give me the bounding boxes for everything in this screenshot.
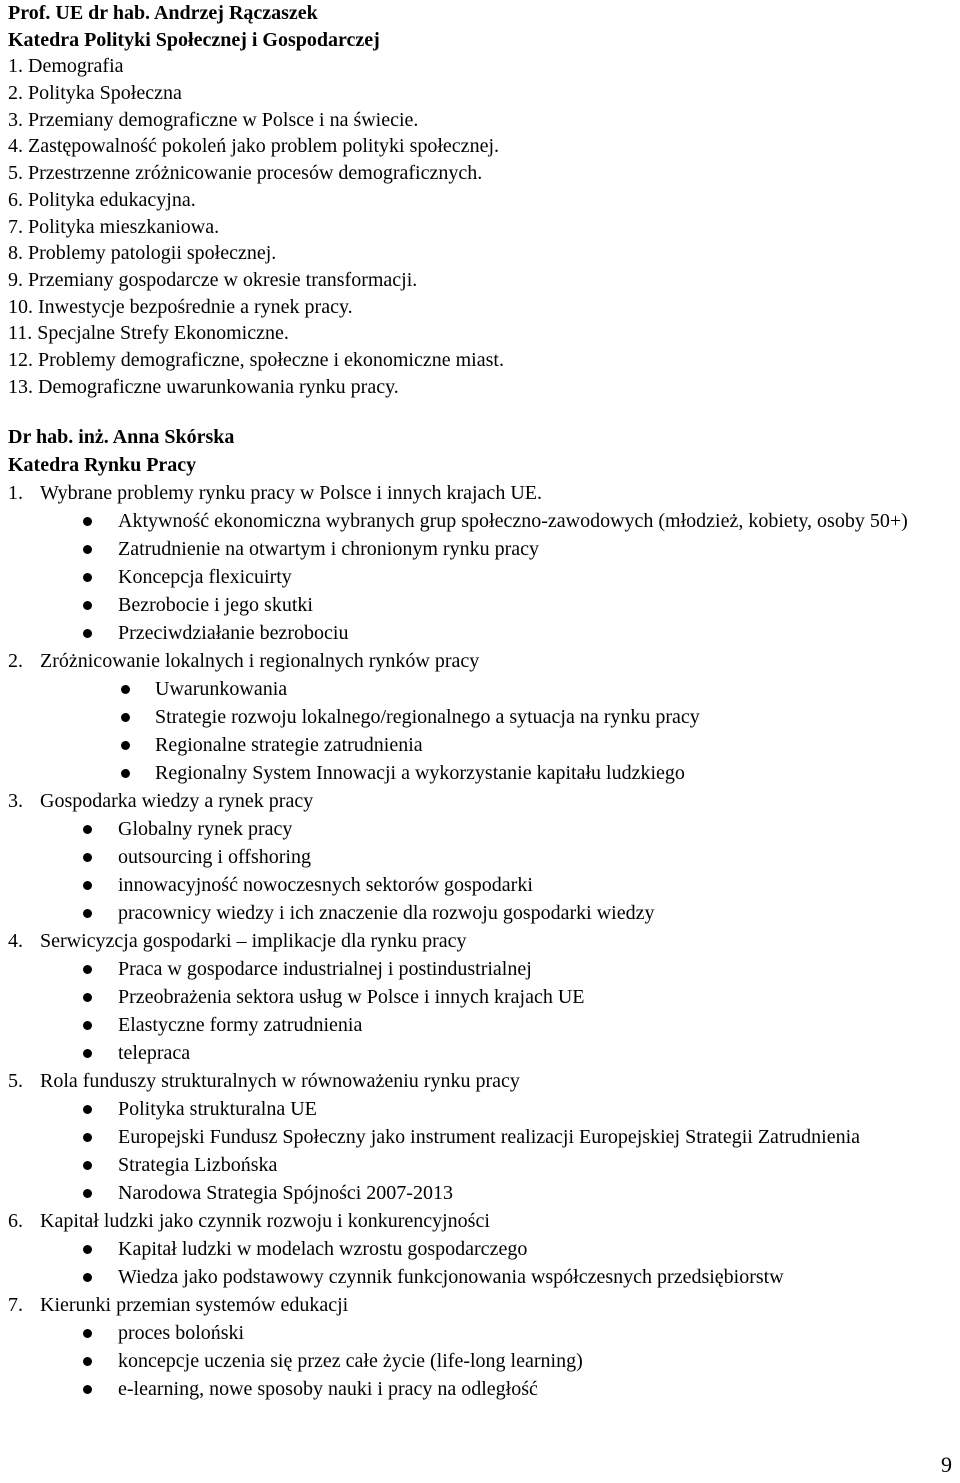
bullet-text: telepraca (118, 1042, 191, 1064)
topic-heading (8, 1291, 948, 1319)
bullet-item (8, 843, 948, 871)
bullet-icon (83, 545, 92, 554)
bullet-item (8, 871, 948, 899)
bullet-item (8, 1095, 948, 1123)
topic-number: 6. (8, 1210, 23, 1232)
bullet-text: Strategie rozwoju lokalnego/regionalnego a sytuacja na rynku pracy (155, 706, 700, 728)
bullet-icon (121, 741, 130, 750)
bullet-text: Wiedza jako podstawowy czynnik funkcjonowania współczesnych przedsiębiorstw (118, 1266, 784, 1288)
bullet-icon (83, 881, 92, 890)
department-name: Katedra Polityki Społecznej i Gospodarczej (8, 28, 380, 51)
bullet-item (8, 1039, 948, 1067)
bullet-text: Bezrobocie i jego skutki (118, 594, 313, 616)
bullet-icon (83, 601, 92, 610)
list-item: 9. Przemiany gospodarcze w okresie transformacji. (8, 268, 418, 291)
topic-title: Kierunki przemian systemów edukacji (40, 1294, 349, 1316)
bullet-icon (83, 1049, 92, 1058)
list-item: 10. Inwestycje bezpośrednie a rynek pracy. (8, 295, 353, 318)
bullet-icon (83, 1357, 92, 1366)
bullet-icon (83, 517, 92, 526)
bullet-item (8, 983, 948, 1011)
bullet-icon (121, 713, 130, 722)
bullet-text: Przeciwdziałanie bezrobociu (118, 622, 349, 644)
bullet-item (8, 703, 948, 731)
bullet-item (8, 535, 948, 563)
topic-list (8, 479, 948, 1403)
bullet-text: Strategia Lizbońska (118, 1154, 278, 1176)
topic-title: Wybrane problemy rynku pracy w Polsce i innych krajach UE. (40, 482, 542, 504)
list-item: 5. Przestrzenne zróżnicowanie procesów demograficznych. (8, 162, 483, 185)
bullet-list (8, 1235, 948, 1291)
bullet-item (8, 1319, 948, 1347)
list-item: 7. Polityka mieszkaniowa. (8, 215, 220, 238)
bullet-text: Praca w gospodarce industrialnej i postindustrialnej (118, 958, 532, 980)
bullet-icon (121, 769, 130, 778)
list-item: 13. Demograficzne uwarunkowania rynku pracy. (8, 375, 399, 398)
bullet-icon (83, 1189, 92, 1198)
bullet-text: Uwarunkowania (155, 678, 288, 700)
topic-number: 1. (8, 482, 23, 504)
bullet-item (8, 1347, 948, 1375)
bullet-item (8, 899, 948, 927)
bullet-item (8, 1123, 948, 1151)
bullet-list (8, 955, 948, 1067)
bullet-text: e-learning, nowe sposoby nauki i pracy na odległość (118, 1378, 538, 1400)
bullet-list (8, 675, 948, 787)
bullet-icon (83, 1021, 92, 1030)
bullet-text: outsourcing i offshoring (118, 846, 311, 868)
bullet-item (8, 563, 948, 591)
bullet-icon (83, 993, 92, 1002)
list-item: 3. Przemiany demograficzne w Polsce i na świecie. (8, 108, 419, 131)
bullet-text: Zatrudnienie na otwartym i chronionym rynku pracy (118, 538, 539, 560)
bullet-text: proces boloński (118, 1322, 245, 1344)
bullet-item (8, 619, 948, 647)
bullet-item (8, 731, 948, 759)
bullet-icon (83, 1245, 92, 1254)
bullet-text: Europejski Fundusz Społeczny jako instrument realizacji Europejskiej Strategii Zatrudnienia (118, 1126, 861, 1148)
bullet-item (8, 815, 948, 843)
bullet-icon (83, 573, 92, 582)
bullet-list (8, 815, 948, 927)
bullet-item (8, 1179, 948, 1207)
bullet-item (8, 955, 948, 983)
list-item: 1. Demografia (8, 55, 124, 78)
section-skorska (8, 423, 948, 1403)
bullet-icon (83, 1385, 92, 1394)
section-raczaszek (8, 0, 948, 400)
topic-heading (8, 647, 948, 675)
topic-list (8, 53, 948, 400)
topic-heading (8, 787, 948, 815)
bullet-item (8, 591, 948, 619)
bullet-text: innowacyjność nowoczesnych sektorów gospodarki (118, 874, 533, 896)
bullet-text: Regionalny System Innowacji a wykorzystanie kapitału ludzkiego (155, 762, 685, 784)
bullet-list (8, 1319, 948, 1403)
topic-heading (8, 1067, 948, 1095)
bullet-text: Koncepcja flexicuirty (118, 566, 292, 588)
bullet-icon (83, 1273, 92, 1282)
list-item: 11. Specjalne Strefy Ekonomiczne. (8, 322, 289, 345)
bullet-text: pracownicy wiedzy i ich znaczenie dla rozwoju gospodarki wiedzy (118, 902, 655, 924)
list-item: 2. Polityka Społeczna (8, 82, 182, 105)
topic-number: 5. (8, 1070, 23, 1092)
bullet-item (8, 1235, 948, 1263)
topic-number: 7. (8, 1294, 23, 1316)
bullet-text: Polityka strukturalna UE (118, 1098, 317, 1120)
bullet-icon (83, 1105, 92, 1114)
bullet-icon (83, 629, 92, 638)
list-item: 6. Polityka edukacyjna. (8, 188, 196, 211)
bullet-text: koncepcje uczenia się przez całe życie (life-long learning) (118, 1350, 583, 1372)
author-name: Dr hab. inż. Anna Skórska (8, 426, 235, 448)
bullet-text: Przeobrażenia sektora usług w Polsce i innych krajach UE (118, 986, 585, 1008)
bullet-text: Globalny rynek pracy (118, 818, 293, 840)
bullet-text: Aktywność ekonomiczna wybranych grup społeczno-zawodowych (młodzież, kobiety, osoby 50+) (118, 510, 908, 532)
topic-heading (8, 1207, 948, 1235)
bullet-icon (83, 853, 92, 862)
author-name: Prof. UE dr hab. Andrzej Rączaszek (8, 2, 318, 24)
bullet-item (8, 1011, 948, 1039)
bullet-item (8, 1151, 948, 1179)
bullet-icon (83, 965, 92, 974)
bullet-item (8, 1263, 948, 1291)
bullet-icon (83, 1329, 92, 1338)
page-number: 9 (941, 1452, 952, 1477)
list-item: 4. Zastępowalność pokoleń jako problem polityki społecznej. (8, 135, 499, 158)
bullet-text: Elastyczne formy zatrudnienia (118, 1014, 363, 1036)
topic-title: Zróżnicowanie lokalnych i regionalnych rynków pracy (40, 650, 480, 672)
bullet-icon (83, 1161, 92, 1170)
bullet-icon (83, 825, 92, 834)
topic-number: 3. (8, 790, 23, 812)
bullet-item (8, 507, 948, 535)
bullet-item (8, 675, 948, 703)
bullet-list (8, 507, 948, 647)
topic-title: Kapitał ludzki jako czynnik rozwoju i konkurencyjności (40, 1210, 490, 1232)
bullet-text: Narodowa Strategia Spójności 2007-2013 (118, 1182, 453, 1204)
topic-title: Serwicyzcja gospodarki – implikacje dla rynku pracy (40, 930, 467, 952)
bullet-icon (83, 909, 92, 918)
bullet-icon (121, 685, 130, 694)
bullet-icon (83, 1133, 92, 1142)
bullet-text: Regionalne strategie zatrudnienia (155, 734, 423, 756)
bullet-item (8, 1375, 948, 1403)
department-name: Katedra Rynku Pracy (8, 454, 197, 476)
topic-title: Rola funduszy strukturalnych w równoważeniu rynku pracy (40, 1070, 520, 1092)
bullet-list (8, 1095, 948, 1207)
topic-number: 2. (8, 650, 23, 672)
topic-heading (8, 927, 948, 955)
topic-heading (8, 479, 948, 507)
topic-title: Gospodarka wiedzy a rynek pracy (40, 790, 314, 812)
topic-number: 4. (8, 930, 23, 952)
list-item: 8. Problemy patologii społecznej. (8, 242, 277, 265)
bullet-text: Kapitał ludzki w modelach wzrostu gospodarczego (118, 1238, 528, 1260)
list-item: 12. Problemy demograficzne, społeczne i ekonomiczne miast. (8, 348, 504, 371)
bullet-item (8, 759, 948, 787)
